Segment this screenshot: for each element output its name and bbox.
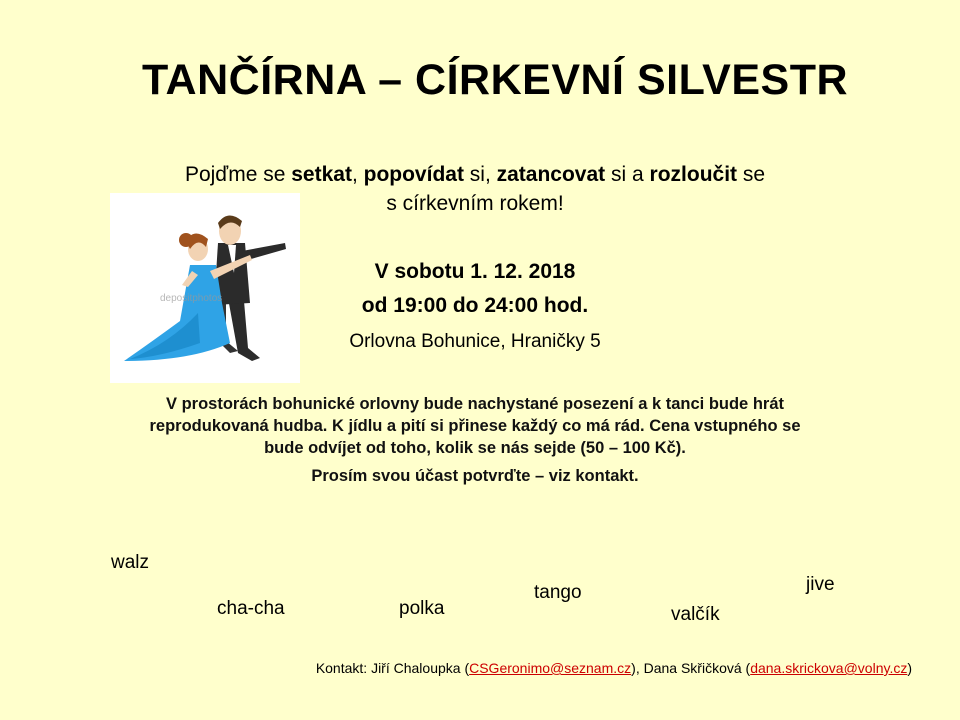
dancers-illustration	[110, 193, 300, 383]
intro-text-5: se	[737, 163, 766, 186]
dancing-couple-image	[110, 193, 300, 383]
email-link-chaloupka[interactable]: CSGeronimo@seznam.cz	[469, 660, 632, 676]
email-link-skrickova[interactable]: dana.skrickova@volny.cz	[750, 660, 908, 676]
intro-line-2: s církevním rokem!	[386, 192, 564, 215]
intro-bold-meet: setkat	[291, 163, 352, 186]
details-line-2: reprodukovaná hudba. K jídlu a pití si přinese každý co má rád. Cena vstupného se	[149, 417, 801, 435]
details-line-1: V prostorách bohunické orlovny bude nachystané posezení a k tanci bude hrát	[166, 395, 784, 413]
contact-prefix: Kontakt: Jiří Chaloupka (	[315, 660, 470, 676]
contact-line	[316, 660, 912, 676]
contact-suffix: )	[907, 660, 912, 676]
intro-bold-dance: zatancovat	[496, 163, 606, 186]
contact-middle: ), Dana Skřičková (	[631, 660, 751, 676]
intro-text-3: si,	[463, 163, 497, 186]
event-time: od 19:00 do 24:00 hod.	[361, 294, 589, 317]
intro-text-1: Pojďme se	[184, 163, 292, 186]
dance-tango: tango	[534, 582, 582, 603]
intro-text-4: si a	[605, 163, 650, 186]
event-date: V sobotu 1. 12. 2018	[374, 260, 576, 283]
intro-bold-farewell: rozloučit	[649, 163, 738, 186]
dance-cha-cha: cha-cha	[217, 598, 285, 619]
intro-line-1	[150, 160, 800, 189]
watermark-text: depositphotos	[160, 293, 223, 304]
details-line-3: bude odvíjet od toho, kolik se nás sejde (50 – 100 Kč).	[264, 439, 686, 457]
event-details	[140, 393, 810, 459]
confirm-note: Prosím svou účast potvrďte – viz kontakt.	[311, 467, 639, 485]
event-place: Orlovna Bohunice, Hraničky 5	[349, 331, 601, 352]
dance-jive: jive	[806, 574, 835, 595]
page-title: TANČÍRNA – CÍRKEVNÍ SILVESTR	[141, 56, 849, 104]
intro-bold-chat: popovídat	[363, 163, 464, 186]
dance-polka: polka	[399, 598, 445, 619]
dance-walz: walz	[111, 552, 150, 573]
dance-valcik: valčík	[671, 604, 720, 625]
intro-text-2: ,	[351, 163, 364, 186]
